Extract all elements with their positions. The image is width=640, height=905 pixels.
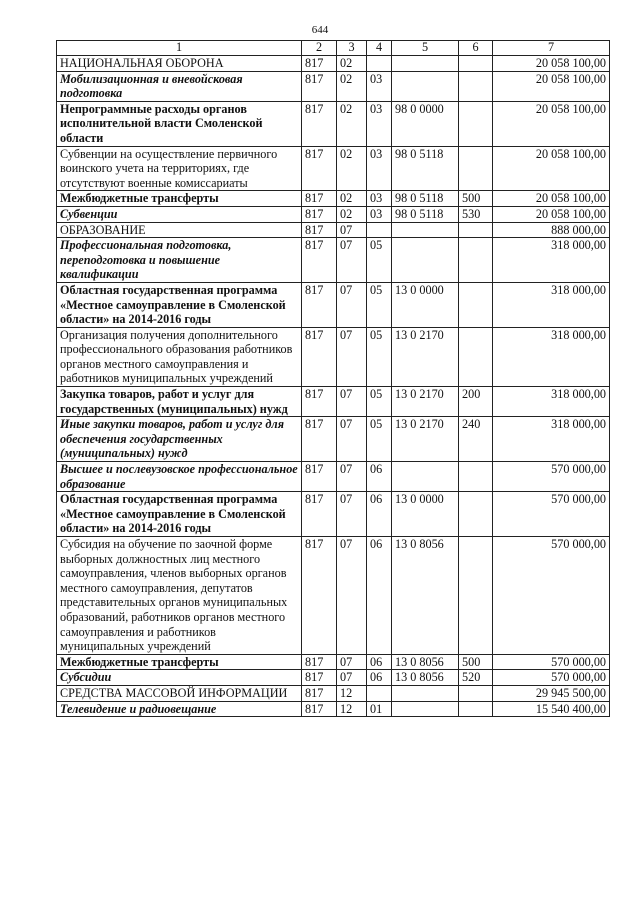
table-row xyxy=(57,146,610,191)
target-article-code-cell: 13 0 2170 xyxy=(392,387,459,417)
section-code-cell: 02 xyxy=(337,206,367,222)
amount-cell: 570 000,00 xyxy=(493,462,610,492)
expense-type-code-cell: 240 xyxy=(459,417,493,462)
table-row xyxy=(57,191,610,207)
target-article-code-cell: 13 0 0000 xyxy=(392,492,459,537)
expense-type-code-cell: 200 xyxy=(459,387,493,417)
expense-name-cell: Непрограммные расходы органов исполнительной власти Смоленской области xyxy=(57,101,302,146)
ministry-code-cell: 817 xyxy=(302,282,337,327)
amount-cell: 20 058 100,00 xyxy=(493,71,610,101)
subsection-code-cell: 03 xyxy=(367,191,392,207)
ministry-code-cell: 817 xyxy=(302,222,337,238)
target-article-code-cell xyxy=(392,462,459,492)
target-article-code-cell: 98 0 5118 xyxy=(392,206,459,222)
target-article-code-cell xyxy=(392,238,459,283)
expense-name-cell: Закупка товаров, работ и услуг для государственных (муниципальных) нужд xyxy=(57,387,302,417)
amount-cell: 29 945 500,00 xyxy=(493,685,610,701)
expense-name-cell: Мобилизационная и вневойсковая подготовка xyxy=(57,71,302,101)
expense-type-code-cell xyxy=(459,56,493,72)
amount-cell: 318 000,00 xyxy=(493,387,610,417)
subsection-code-cell: 06 xyxy=(367,654,392,670)
section-code-cell: 07 xyxy=(337,417,367,462)
expense-name-cell: Иные закупки товаров, работ и услуг для обеспечения государственных (муниципальных) нужд xyxy=(57,417,302,462)
ministry-code-cell: 817 xyxy=(302,206,337,222)
expense-type-code-cell xyxy=(459,327,493,386)
amount-cell: 570 000,00 xyxy=(493,492,610,537)
column-header-7: 7 xyxy=(493,41,610,56)
section-code-cell: 07 xyxy=(337,537,367,655)
column-header-1: 1 xyxy=(57,41,302,56)
expense-name-cell: Областная государственная программа «Местное самоуправление в Смоленской области» на 2014-2016 годы xyxy=(57,282,302,327)
target-article-code-cell: 13 0 8056 xyxy=(392,654,459,670)
ministry-code-cell: 817 xyxy=(302,654,337,670)
section-code-cell: 07 xyxy=(337,238,367,283)
subsection-code-cell xyxy=(367,685,392,701)
amount-cell: 318 000,00 xyxy=(493,238,610,283)
amount-cell: 570 000,00 xyxy=(493,670,610,686)
ministry-code-cell: 817 xyxy=(302,537,337,655)
expense-type-code-cell xyxy=(459,238,493,283)
amount-cell: 888 000,00 xyxy=(493,222,610,238)
amount-cell: 20 058 100,00 xyxy=(493,101,610,146)
section-code-cell: 12 xyxy=(337,685,367,701)
subsection-code-cell: 06 xyxy=(367,537,392,655)
expense-name-cell: Субсидии xyxy=(57,670,302,686)
section-code-cell: 07 xyxy=(337,492,367,537)
expense-type-code-cell xyxy=(459,701,493,717)
table-row xyxy=(57,238,610,283)
amount-cell: 20 058 100,00 xyxy=(493,146,610,191)
target-article-code-cell: 13 0 0000 xyxy=(392,282,459,327)
subsection-code-cell xyxy=(367,222,392,238)
target-article-code-cell xyxy=(392,71,459,101)
ministry-code-cell: 817 xyxy=(302,56,337,72)
expense-name-cell: СРЕДСТВА МАССОВОЙ ИНФОРМАЦИИ xyxy=(57,685,302,701)
section-code-cell: 07 xyxy=(337,654,367,670)
expense-type-code-cell: 500 xyxy=(459,654,493,670)
amount-cell: 318 000,00 xyxy=(493,417,610,462)
expense-name-cell: Субвенции xyxy=(57,206,302,222)
target-article-code-cell xyxy=(392,56,459,72)
ministry-code-cell: 817 xyxy=(302,492,337,537)
table-row xyxy=(57,537,610,655)
table-row xyxy=(57,492,610,537)
subsection-code-cell: 01 xyxy=(367,701,392,717)
ministry-code-cell: 817 xyxy=(302,387,337,417)
target-article-code-cell: 13 0 2170 xyxy=(392,417,459,462)
ministry-code-cell: 817 xyxy=(302,462,337,492)
subsection-code-cell: 05 xyxy=(367,282,392,327)
target-article-code-cell: 98 0 0000 xyxy=(392,101,459,146)
table-row xyxy=(57,56,610,72)
ministry-code-cell: 817 xyxy=(302,327,337,386)
table-row xyxy=(57,282,610,327)
subsection-code-cell: 05 xyxy=(367,327,392,386)
expense-type-code-cell xyxy=(459,492,493,537)
subsection-code-cell: 06 xyxy=(367,670,392,686)
expense-type-code-cell xyxy=(459,146,493,191)
expense-type-code-cell: 520 xyxy=(459,670,493,686)
table-row xyxy=(57,701,610,717)
expense-name-cell: Субсидия на обучение по заочной форме выборных должностных лиц местного самоуправления, членов выборных органов местного самоуправления, депутатов представительных органов муниципальных образований, работников органов местного самоуправления и работников муниципальных учреждений xyxy=(57,537,302,655)
section-code-cell: 07 xyxy=(337,327,367,386)
table-row xyxy=(57,685,610,701)
column-header-6: 6 xyxy=(459,41,493,56)
expense-name-cell: НАЦИОНАЛЬНАЯ ОБОРОНА xyxy=(57,56,302,72)
table-body xyxy=(57,56,610,717)
section-code-cell: 02 xyxy=(337,71,367,101)
ministry-code-cell: 817 xyxy=(302,191,337,207)
expense-type-code-cell xyxy=(459,222,493,238)
ministry-code-cell: 817 xyxy=(302,670,337,686)
table-row xyxy=(57,462,610,492)
table-row xyxy=(57,327,610,386)
ministry-code-cell: 817 xyxy=(302,238,337,283)
subsection-code-cell xyxy=(367,56,392,72)
table-row xyxy=(57,417,610,462)
section-code-cell: 02 xyxy=(337,56,367,72)
expense-type-code-cell xyxy=(459,71,493,101)
expense-name-cell: ОБРАЗОВАНИЕ xyxy=(57,222,302,238)
target-article-code-cell: 13 0 2170 xyxy=(392,327,459,386)
target-article-code-cell xyxy=(392,685,459,701)
amount-cell: 318 000,00 xyxy=(493,327,610,386)
column-header-3: 3 xyxy=(337,41,367,56)
target-article-code-cell: 13 0 8056 xyxy=(392,537,459,655)
ministry-code-cell: 817 xyxy=(302,417,337,462)
expense-name-cell: Профессиональная подготовка, переподготовка и повышение квалификации xyxy=(57,238,302,283)
table-row xyxy=(57,206,610,222)
expense-name-cell: Телевидение и радиовещание xyxy=(57,701,302,717)
table-row xyxy=(57,222,610,238)
target-article-code-cell xyxy=(392,222,459,238)
amount-cell: 318 000,00 xyxy=(493,282,610,327)
expense-name-cell: Высшее и послевузовское профессиональное образование xyxy=(57,462,302,492)
section-code-cell: 02 xyxy=(337,191,367,207)
budget-table xyxy=(56,40,610,717)
table-row xyxy=(57,654,610,670)
ministry-code-cell: 817 xyxy=(302,71,337,101)
expense-type-code-cell xyxy=(459,101,493,146)
ministry-code-cell: 817 xyxy=(302,701,337,717)
section-code-cell: 07 xyxy=(337,670,367,686)
expense-type-code-cell xyxy=(459,282,493,327)
subsection-code-cell: 05 xyxy=(367,417,392,462)
expense-name-cell: Областная государственная программа «Местное самоуправление в Смоленской области» на 2014-2016 годы xyxy=(57,492,302,537)
expense-type-code-cell: 500 xyxy=(459,191,493,207)
amount-cell: 570 000,00 xyxy=(493,654,610,670)
table-row xyxy=(57,71,610,101)
expense-name-cell: Межбюджетные трансферты xyxy=(57,654,302,670)
amount-cell: 20 058 100,00 xyxy=(493,206,610,222)
target-article-code-cell: 98 0 5118 xyxy=(392,146,459,191)
section-code-cell: 02 xyxy=(337,146,367,191)
section-code-cell: 12 xyxy=(337,701,367,717)
column-header-2: 2 xyxy=(302,41,337,56)
page-number: 644 xyxy=(311,24,329,36)
section-code-cell: 07 xyxy=(337,282,367,327)
target-article-code-cell xyxy=(392,701,459,717)
expense-name-cell: Субвенции на осуществление первичного воинского учета на территориях, где отсутствуют военные комиссариаты xyxy=(57,146,302,191)
section-code-cell: 07 xyxy=(337,462,367,492)
table-row xyxy=(57,387,610,417)
expense-type-code-cell: 530 xyxy=(459,206,493,222)
subsection-code-cell: 06 xyxy=(367,492,392,537)
ministry-code-cell: 817 xyxy=(302,101,337,146)
section-code-cell: 07 xyxy=(337,387,367,417)
table-header-row xyxy=(57,41,610,56)
subsection-code-cell: 05 xyxy=(367,238,392,283)
subsection-code-cell: 03 xyxy=(367,206,392,222)
amount-cell: 570 000,00 xyxy=(493,537,610,655)
table-row xyxy=(57,670,610,686)
target-article-code-cell: 13 0 8056 xyxy=(392,670,459,686)
subsection-code-cell: 06 xyxy=(367,462,392,492)
amount-cell: 20 058 100,00 xyxy=(493,191,610,207)
ministry-code-cell: 817 xyxy=(302,685,337,701)
table-row xyxy=(57,101,610,146)
expense-name-cell: Межбюджетные трансферты xyxy=(57,191,302,207)
section-code-cell: 07 xyxy=(337,222,367,238)
column-header-5: 5 xyxy=(392,41,459,56)
amount-cell: 20 058 100,00 xyxy=(493,56,610,72)
subsection-code-cell: 03 xyxy=(367,101,392,146)
subsection-code-cell: 03 xyxy=(367,146,392,191)
expense-type-code-cell xyxy=(459,462,493,492)
ministry-code-cell: 817 xyxy=(302,146,337,191)
amount-cell: 15 540 400,00 xyxy=(493,701,610,717)
subsection-code-cell: 03 xyxy=(367,71,392,101)
section-code-cell: 02 xyxy=(337,101,367,146)
expense-type-code-cell xyxy=(459,537,493,655)
column-header-4: 4 xyxy=(367,41,392,56)
target-article-code-cell: 98 0 5118 xyxy=(392,191,459,207)
expense-name-cell: Организация получения дополнительного профессионального образования работников органов местного самоуправления и работников муниципальных учреждений xyxy=(57,327,302,386)
subsection-code-cell: 05 xyxy=(367,387,392,417)
expense-type-code-cell xyxy=(459,685,493,701)
